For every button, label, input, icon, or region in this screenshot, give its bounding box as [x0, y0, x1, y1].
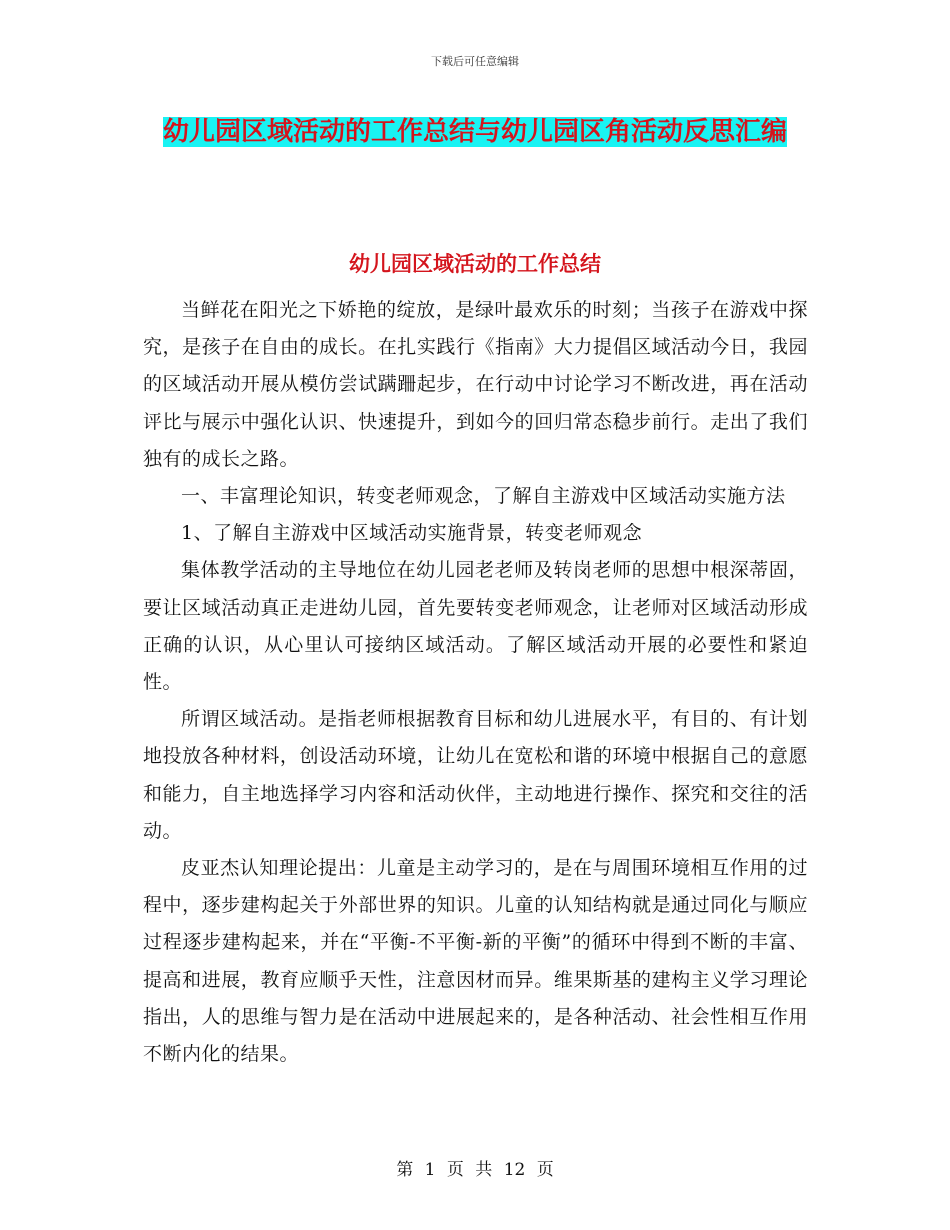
section-title: 幼儿园区域活动的工作总结	[349, 252, 601, 276]
document-body	[143, 292, 808, 1073]
header-note: 下载后可任意编辑	[431, 55, 519, 68]
paragraph: 当鲜花在阳光之下娇艳的绽放，是绿叶最欢乐的时刻；当孩子在游戏中探究，是孩子在自由的成长。在扎实践行《指南》大力提倡区域活动今日，我园的区域活动开展从模仿尝试蹒跚起步，在行动中讨论学习不断改进，再在活动评比与展示中强化认识、快速提升，到如今的回归常态稳步前行。走出了我们独有的成长之路。	[143, 299, 808, 470]
paragraph: 一、丰富理论知识，转变老师观念，了解自主游戏中区域活动实施方法	[181, 485, 786, 508]
paragraph: 集体教学活动的主导地位在幼儿园老老师及转岗老师的思想中根深蒂固，要让区域活动真正走进幼儿园，首先要转变老师观念，让老师对区域活动形成正确的认识，从心里认可接纳区域活动。了解区域活动开展的必要性和紧迫性。	[143, 559, 808, 694]
paragraph: 1、了解自主游戏中区域活动实施背景，转变老师观念	[181, 522, 643, 545]
paragraph: 皮亚杰认知理论提出：儿童是主动学习的，是在与周围环境相互作用的过程中，逐步建构起关于外部世界的知识。儿童的认知结构就是通过同化与顺应过程逐步建构起来，并在“平衡-不平衡-新的平衡”的循环中得到不断的丰富、提高和进展，教育应顺乎天性，注意因材而异。维果斯基的建构主义学习理论指出，人的思维与智力是在活动中进展起来的，是各种活动、社会性相互作用不断内化的结果。	[143, 857, 808, 1066]
paragraph: 所谓区域活动。是指老师根据教育目标和幼儿进展水平，有目的、有计划地投放各种材料，创设活动环境，让幼儿在宽松和谐的环境中根据自己的意愿和能力，自主地选择学习内容和活动伙伴，主动地进行操作、探究和交往的活动。	[143, 708, 808, 842]
document-title-text: 幼儿园区域活动的工作总结与幼儿园区角活动反思汇编	[162, 117, 787, 147]
page-number-footer: 第 1 页 共 12 页	[396, 1160, 554, 1180]
document-title	[140, 110, 810, 154]
